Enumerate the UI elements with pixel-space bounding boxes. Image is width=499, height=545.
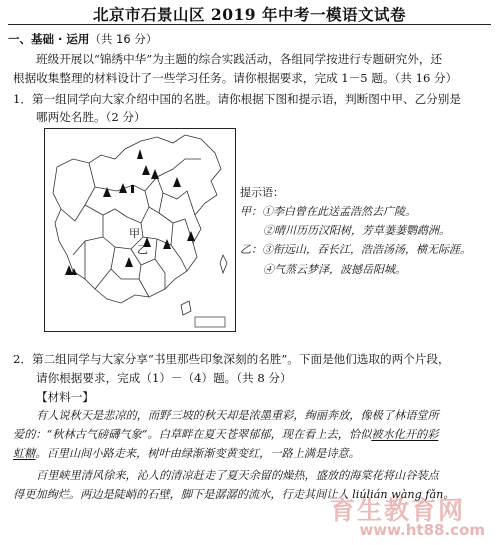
intro-line-1: 班级开展以“锦绣中华”为主题的综合实践活动，各组同学按进行专题研究外，还 bbox=[36, 52, 443, 66]
section-points: （共 16 分） bbox=[89, 32, 158, 46]
question-2-line-2: 请你根据要求，完成（1）－（4）题。（共 8 分） bbox=[36, 371, 292, 385]
hint-yi-1-text: ③衔远山，吞长江，浩浩汤汤，横无际涯。 bbox=[262, 243, 471, 256]
section-heading-text: 一、基础 · 运用 bbox=[8, 32, 90, 46]
hint-yi-1 bbox=[240, 241, 471, 257]
question-1-line-1: 1．第一组同学向大家介绍中国的名胜。请你根据下图和提示语，判断图中甲、乙分别是 bbox=[13, 92, 461, 106]
china-map-svg bbox=[45, 129, 235, 331]
question-2-line-1: 2．第二组同学与大家分享“书里那些印象深刻的名胜”。下面是他们选取的两个片段， bbox=[13, 352, 450, 366]
watermark-text: 育生教育网 bbox=[329, 496, 465, 525]
title-divider bbox=[8, 24, 491, 25]
hint-jia-1 bbox=[240, 203, 416, 219]
map-label-jia: 甲 bbox=[129, 227, 140, 240]
material-1-label: 【材料一】 bbox=[36, 390, 94, 404]
question-1-line-2: 哪两处名胜。（2 分） bbox=[36, 110, 146, 124]
page-title: 北京市石景山区 2019 年中考一模语文试卷 bbox=[93, 5, 406, 24]
hint-jia-1-text: ①李白曾在此送孟浩然去广陵。 bbox=[262, 205, 416, 218]
underlined-phrase-1: 被水化开的彩 bbox=[371, 428, 439, 441]
underlined-phrase-2: 虹糖 bbox=[13, 447, 36, 460]
section-heading bbox=[8, 32, 157, 46]
hint-label: 提示语： bbox=[240, 186, 284, 199]
material-1-para-2-line-1: 百里峡里清风徐来，沁人的清凉赶走了夏天余留的燥热，盛放的海棠花将山谷装点 bbox=[36, 469, 439, 482]
china-map bbox=[44, 128, 236, 332]
material-1-para-1-line-2 bbox=[13, 428, 438, 442]
material-1-para-1-line-2a: 爱的：“秋林古气磅礴气象”。白草畔在夏天苍翠郁郁，现在看上去，恰似 bbox=[13, 428, 372, 441]
site-watermark bbox=[283, 496, 493, 541]
hint-yi-2: ④气蒸云梦泽，波撼岳阳城。 bbox=[263, 263, 406, 276]
material-1-para-1-line-3b: 。百里山间小路走来，树叶由绿渐渐变黄变红，一路上满是诗意。 bbox=[35, 447, 360, 460]
watermark-url: www.ht88.com bbox=[359, 521, 485, 539]
hint-jia-2: ②晴川历历汉阳树，芳草萋萋鹦鹉洲。 bbox=[263, 224, 450, 237]
material-1-para-2-line-2: 得更加绚烂。两边是陡峭的石壁，脚下是潺潺的流水，行走其间让人 liúlián wàng fǎn。 bbox=[13, 488, 455, 501]
material-1-para-1-line-3 bbox=[13, 447, 360, 461]
hint-jia-prefix: 甲： bbox=[240, 205, 262, 218]
map-label-yi: 乙 bbox=[137, 243, 148, 256]
hint-yi-prefix: 乙： bbox=[240, 243, 262, 256]
material-1-para-1-line-1: 有人说秋天是悲凉的，而野三坡的秋天却是浓墨重彩，绚丽奔放，像极了林语堂所 bbox=[36, 409, 439, 422]
intro-line-2: 根据收集整理的材料设计了一些学习任务。请你根据要求，完成 1－5 题。（共 16 分） bbox=[13, 71, 458, 85]
